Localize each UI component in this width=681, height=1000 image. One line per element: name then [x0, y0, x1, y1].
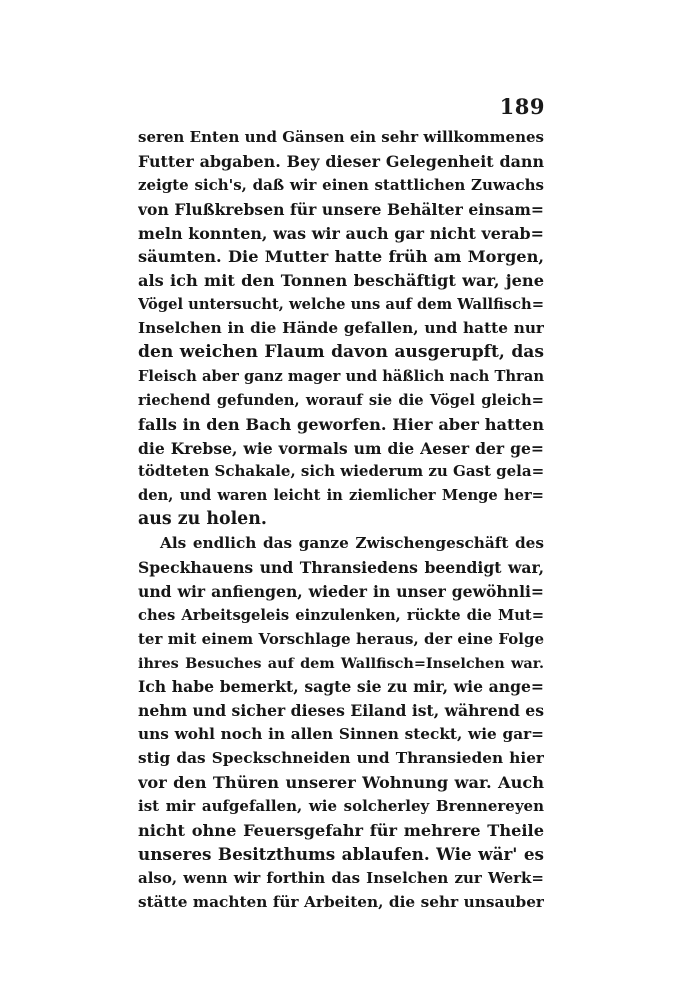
text-line: von Flußkrebsen für unsere Behälter einsam= [138, 199, 544, 219]
text-line: Futter abgaben. Bey dieser Gelegenheit dann [138, 151, 544, 171]
text-line: aus zu holen. [138, 509, 267, 530]
text-line: Inselchen in die Hände gefallen, und hatte nur [138, 319, 544, 338]
text-line: stätte machten für Arbeiten, die sehr unsauber [138, 892, 544, 911]
text-line: riechend gefunden, worauf sie die Vögel gleich= [138, 391, 544, 409]
text-line: Als endlich das ganze Zwischengeschäft des [160, 534, 544, 553]
text-line: zeigte sich's, daß wir einen stattlichen Zuwachs [138, 175, 544, 194]
text-line: unseres Besitzthums ablaufen. Wie wär' es [138, 843, 544, 864]
page-number: 189 [499, 94, 545, 119]
text-line: also, wenn wir forthin das Inselchen zur Werk= [138, 868, 544, 887]
text-line: den, und waren leicht in ziemlicher Menge her= [138, 487, 544, 505]
text-line: seren Enten und Gänsen ein sehr willkommenes [138, 128, 544, 146]
text-line: Vögel untersucht, welche uns auf dem Wallfisch= [138, 296, 544, 314]
text-line: ist mir aufgefallen, wie solcherley Brennereyen [138, 796, 544, 815]
text-line: Fleisch aber ganz mager und häßlich nach Thran [138, 367, 544, 385]
text-line: Speckhauens und Thransiedens beendigt war, [138, 558, 544, 578]
text-line: tödteten Schakale, sich wiederum zu Gast gela= [138, 462, 544, 481]
text-line: vor den Thüren unserer Wohnung war. Auch [138, 773, 544, 793]
text-line: ter mit einem Vorschlage heraus, der eine Folge [138, 629, 544, 648]
text-line: und wir anfiengen, wieder in unser gewöhnli= [138, 581, 544, 601]
text-line: die Krebse, wie vormals um die Aeser der ge= [138, 438, 544, 458]
text-line: ihres Besuches auf dem Wallfisch=Inselchen war. [138, 654, 544, 672]
text-line: meln konnten, was wir auch gar nicht verab= [138, 223, 544, 243]
text-line: Ich habe bemerkt, sagte sie zu mir, wie ange= [138, 677, 544, 697]
text-line: den weichen Flaum davon ausgerupft, das [138, 342, 544, 363]
text-line: als ich mit den Tonnen beschäftigt war, jene [138, 271, 544, 291]
text-line: nicht ohne Feuersgefahr für mehrere Theile [138, 820, 544, 840]
body-text [138, 126, 544, 914]
text-line: ches Arbeitsgeleis einzulenken, rückte die Mut= [138, 606, 544, 624]
text-line: säumten. Die Mutter hatte früh am Morgen, [138, 247, 544, 267]
text-line: nehm und sicher dieses Eiland ist, während es [138, 701, 544, 721]
text-line: falls in den Bach geworfen. Hier aber hatten [138, 414, 544, 434]
text-line: stig das Speckschneiden und Thransieden hier [138, 749, 544, 768]
text-line: uns wohl noch in allen Sinnen steckt, wie gar= [138, 725, 544, 744]
